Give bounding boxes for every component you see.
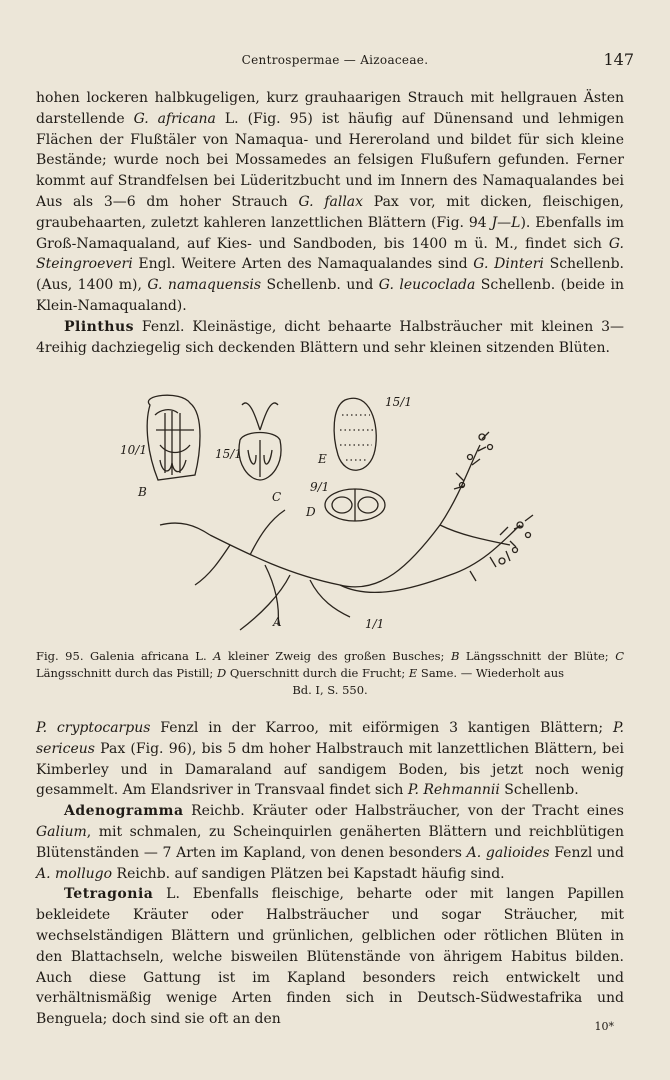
- page-header: [36, 50, 634, 72]
- figure-caption: [36, 648, 624, 699]
- figure-95: [110, 385, 540, 637]
- paragraph-plinthus: [36, 317, 624, 359]
- caption-letter: B: [450, 649, 460, 663]
- scale-label-e: 15/1: [385, 395, 412, 409]
- text-run: Engl. Weitere Arten des Namaqualandes sind: [132, 256, 474, 273]
- caption-run: Same. — Wiederholt aus: [417, 666, 565, 680]
- species-name: P. sericeus: [36, 720, 624, 757]
- caption-letter: D: [216, 666, 227, 680]
- figure-label-e: E: [318, 452, 327, 466]
- fruit-cross-section-drawing: [325, 489, 385, 521]
- species-name: G. africana: [133, 110, 216, 127]
- species-name: G. namaquensis: [147, 277, 262, 294]
- text-run: Pax vor, mit dicken, fleischigen, graubehaarten, zuletzt kahleren lanzettlichen Blättern (Fig. 94: [36, 193, 624, 231]
- text-run: Schellenb. (beide in Klein-Namaqualand).: [36, 277, 625, 314]
- figure-label-d: D: [306, 505, 316, 519]
- genus-name: Adenogramma: [64, 803, 184, 820]
- caption-run: Längsschnitt durch das Pistill;: [36, 666, 217, 680]
- caption-run: Längsschnitt der Blüte;: [459, 649, 616, 663]
- botanical-illustration: [110, 385, 540, 637]
- caption-source: Bd. I, S. 550.: [292, 683, 368, 697]
- caption-letter: E: [408, 666, 418, 680]
- species-name: G. Dinteri: [473, 256, 544, 273]
- text-run: hohen lockeren halbkugeligen, kurz grauhaarigen Strauch mit hellgrauen Ästen darstellende: [36, 90, 624, 127]
- caption-letter: C: [615, 649, 624, 663]
- figure-label-a: A: [273, 615, 282, 629]
- species-name: G. fallax: [298, 193, 364, 210]
- signature-mark: 10*: [594, 1020, 614, 1033]
- paragraph-adenogramma: [36, 801, 624, 884]
- scale-label-c: 15/1: [215, 447, 242, 461]
- paragraph-plinthus-species: [36, 718, 624, 801]
- figure-label-b: B: [138, 485, 147, 499]
- text-run: Fenzl in der Karroo, mit eiförmigen 3 kantigen Blättern;: [150, 720, 613, 736]
- species-name: G. leucoclada: [378, 277, 476, 294]
- running-title: Centrospermae — Aizoaceae.: [241, 53, 429, 67]
- scale-label-b: 10/1: [120, 443, 147, 457]
- genus-name: Plinthus: [64, 318, 135, 335]
- species-name: G. Steingroeveri: [36, 235, 624, 273]
- caption-run: Fig. 95. Galenia africana L.: [36, 649, 214, 663]
- page-number: 147: [603, 50, 634, 69]
- paragraph-tetragonia: [36, 884, 624, 1030]
- species-name: A. mollugo: [36, 865, 113, 882]
- species-name: Galium: [36, 823, 87, 840]
- text-run: Reichb. Kräuter oder Halbsträucher, von der Tracht eines: [183, 803, 624, 820]
- species-name: A. galioides: [466, 844, 550, 861]
- text-run: L. Ebenfalls fleischige, beharte oder mit langen Papillen bekleidete Kräuter oder Halbsträucher und sogar Sträucher, mit wechselständigen Blättern und grünlichen, gelblichen oder rötlichen Blüten in den Blattachseln, welche bisweilen Blütenstände von ährigem Habitus bilden. Auch diese Gattung ist im Kapland besonders reich entwickelt und verhältnismäßig wenige Arten finden sich in Deutsch-Südwestafrika und Benguela; doch sind sie oft an den: [36, 886, 624, 1028]
- text-block-bottom: [36, 718, 624, 1030]
- text-run: Schellenb. und: [261, 277, 379, 294]
- text-run: Pax (Fig. 96), bis 5 dm hoher Halbstrauch mit lanzettlichen Blättern, bei Kimberley und in Damaraland auf sandigem Boden, bis jetzt noch wenig gesammelt. Am Elandsriver in Transvaal findet sich: [36, 740, 624, 799]
- species-name: P. cryptocarpus: [36, 720, 151, 736]
- text-run: Fenzl und: [549, 844, 625, 861]
- scale-label-a: 1/1: [365, 617, 385, 631]
- flower-section-drawing: [147, 395, 200, 480]
- seed-drawing: [334, 398, 376, 470]
- caption-run: kleiner Zweig des großen Busches;: [221, 649, 451, 663]
- text-run: Schellenb.: [499, 782, 579, 799]
- species-name: P. Rehmannii: [407, 782, 500, 799]
- caption-run: Querschnitt durch die Frucht;: [226, 666, 409, 680]
- figure-ref: J—L: [491, 214, 521, 231]
- scale-label-d: 9/1: [310, 480, 330, 494]
- text-run: Reichb. auf sandigen Plätzen bei Kapstadt häufig sind.: [112, 865, 505, 882]
- figure-label-c: C: [272, 490, 282, 504]
- pistil-section-drawing: [239, 403, 281, 480]
- paragraph-galenia: [36, 88, 624, 317]
- genus-name: Tetragonia: [64, 886, 154, 903]
- text-run: Schellenb. (Aus, 1400 m),: [36, 256, 625, 294]
- text-run: L. (Fig. 95) ist häufig auf Dünensand und lehmigen Flächen der Flußtäler von Namaqua- und Hereroland und bildet für sich kleine Bestände; wurde noch bei Mossamedes an felsigen Flußufern gefunden. Ferner kommt auf Strandfelsen bei Lüderitzbucht und im Innern des Namaqualandes bei Aus als 3—6 dm hoher Strauch: [36, 110, 624, 210]
- text-run: ). Ebenfalls im Groß-Namaqualand, auf Kies- und Sandboden, bis 1400 m ü. M., findet sich: [36, 214, 624, 252]
- text-run: , mit schmalen, zu Scheinquirlen genäherten Blättern und reichblütigen Blütenständen — 7 Arten im Kapland, von denen besonders: [36, 823, 624, 861]
- caption-letter: A: [213, 649, 222, 663]
- text-run: Fenzl. Kleinästige, dicht behaarte Halbsträucher mit kleinen 3—4reihig dachziegelig sich deckenden Blättern und sehr kleinen sitzenden Blüten.: [36, 318, 624, 356]
- text-block-top: [36, 88, 624, 358]
- branch-drawing: [160, 432, 533, 630]
